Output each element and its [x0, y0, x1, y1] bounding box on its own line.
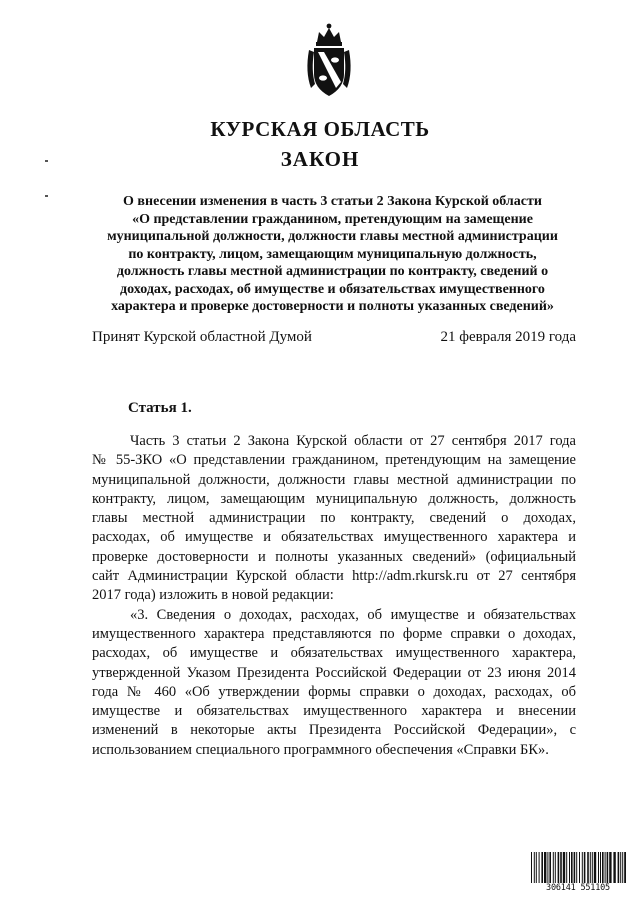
- body-line: «3. Сведения о доходах, расходах, об имуществе и обязательствах: [130, 606, 576, 623]
- barcode-bar: [600, 852, 601, 884]
- law-title-line: муниципальной должности, должности главы местной администрации: [107, 229, 558, 244]
- body-line: имуществе и обязательствах имущественного характера и внесении: [92, 703, 576, 720]
- barcode-bar: [569, 852, 570, 884]
- body-line: № 55-ЗКО «О представлении гражданином, претендующим на замещение: [92, 452, 576, 469]
- barcode-bar: [587, 852, 589, 884]
- barcode-bar: [592, 852, 593, 884]
- barcode-bar: [613, 852, 615, 884]
- article-body: [92, 432, 576, 760]
- law-title-line: должность главы местной администрации по контракту, сведений о: [116, 264, 549, 279]
- body-line: муниципальной должности, должности главы местной администрации по: [92, 471, 576, 488]
- barcode-bar: [531, 852, 532, 884]
- barcode-bar: [618, 852, 620, 884]
- barcode-bar: [555, 852, 556, 884]
- law-title-line: по контракту, лицом, замещающим муниципальную должность,: [128, 246, 537, 262]
- body-line: имущественного характера представляются по форме справки о доходах,: [92, 625, 576, 642]
- body-line: изменений в некоторые акты Президента Российской Федерации», с: [92, 722, 576, 739]
- document-type-title: ЗАКОН: [280, 147, 360, 171]
- body-line: расходах, об имуществе и обязательствах имущественного характера,: [92, 645, 576, 662]
- barcode-bar: [560, 852, 562, 884]
- barcode-bar: [609, 852, 611, 884]
- body-line: сайт Администрации Курской области http://adm.rkursk.ru от 27 сентября: [92, 568, 576, 585]
- coat-of-arms-icon: [303, 22, 355, 100]
- body-line: использованием специального программного обеспечения «Справки БК».: [92, 741, 549, 758]
- barcode-bar: [534, 852, 535, 884]
- barcode-bar: [598, 852, 599, 884]
- barcode-bar: [539, 852, 540, 884]
- body-line: контракту, лицом, замещающим муниципальную должность, должность: [92, 490, 576, 507]
- barcode-bar: [602, 852, 604, 884]
- barcode-bar: [579, 852, 580, 884]
- law-title-line: доходах, расходах, об имуществе и обязательствах имущественного: [120, 281, 545, 297]
- barcode-bar: [576, 852, 577, 884]
- article-heading: Статья 1.: [128, 400, 192, 416]
- barcode-bar: [547, 852, 548, 884]
- barcode-bar: [590, 852, 591, 884]
- body-line: проверке достоверности и полноты указанных сведений» (официальный: [92, 548, 576, 565]
- law-title-line: «О представлении гражданином, претендующим на замещение: [132, 211, 533, 227]
- barcode-number: 306141 551105: [530, 883, 626, 893]
- body-line: расходах, об имуществе и обязательствах имущественного характера и: [92, 529, 576, 546]
- barcode: [530, 852, 626, 894]
- barcode-bar: [549, 852, 551, 884]
- barcode-bar: [582, 852, 583, 884]
- body-line: утвержденной Указом Президента Российской Федерации от 23 июня 2014: [92, 664, 576, 681]
- barcode-bar: [607, 852, 609, 884]
- adopted-by: Принят Курской областной Думой: [92, 329, 312, 345]
- region-title: КУРСКАЯ ОБЛАСТЬ: [210, 117, 430, 141]
- barcode-bar: [536, 852, 537, 884]
- barcode-bar: [605, 852, 606, 884]
- barcode-bar: [566, 852, 567, 884]
- barcode-bar: [574, 852, 576, 884]
- adoption-date: 21 февраля 2019 года: [440, 329, 576, 345]
- barcode-bar: [622, 852, 623, 884]
- barcode-bar: [571, 852, 573, 884]
- body-line: 2017 года) изложить в новой редакции:: [92, 587, 334, 604]
- body-line: года № 460 «Об утверждении формы справки о доходах, расходах, об: [92, 683, 576, 700]
- law-title-line: характера и проверке достоверности и полноты указанных сведений»: [111, 299, 554, 314]
- barcode-bar: [544, 852, 546, 884]
- barcode-bar: [584, 852, 586, 884]
- scan-mark: [45, 195, 48, 197]
- body-line: Часть 3 статьи 2 Закона Курской области от 27 сентября 2017 года: [130, 433, 576, 449]
- barcode-bar: [558, 852, 560, 884]
- barcode-bar: [620, 852, 621, 884]
- barcode-bar: [624, 852, 626, 884]
- body-line: главы местной администрации по контракту, сведений о доходах,: [92, 510, 576, 527]
- barcode-bar: [553, 852, 554, 884]
- barcode-bars: [530, 852, 626, 884]
- barcode-bar: [563, 852, 565, 884]
- barcode-bar: [541, 852, 543, 884]
- law-title: [80, 193, 585, 316]
- law-title-line: О внесении изменения в часть 3 статьи 2 Закона Курской области: [123, 194, 542, 209]
- barcode-bar: [594, 852, 596, 884]
